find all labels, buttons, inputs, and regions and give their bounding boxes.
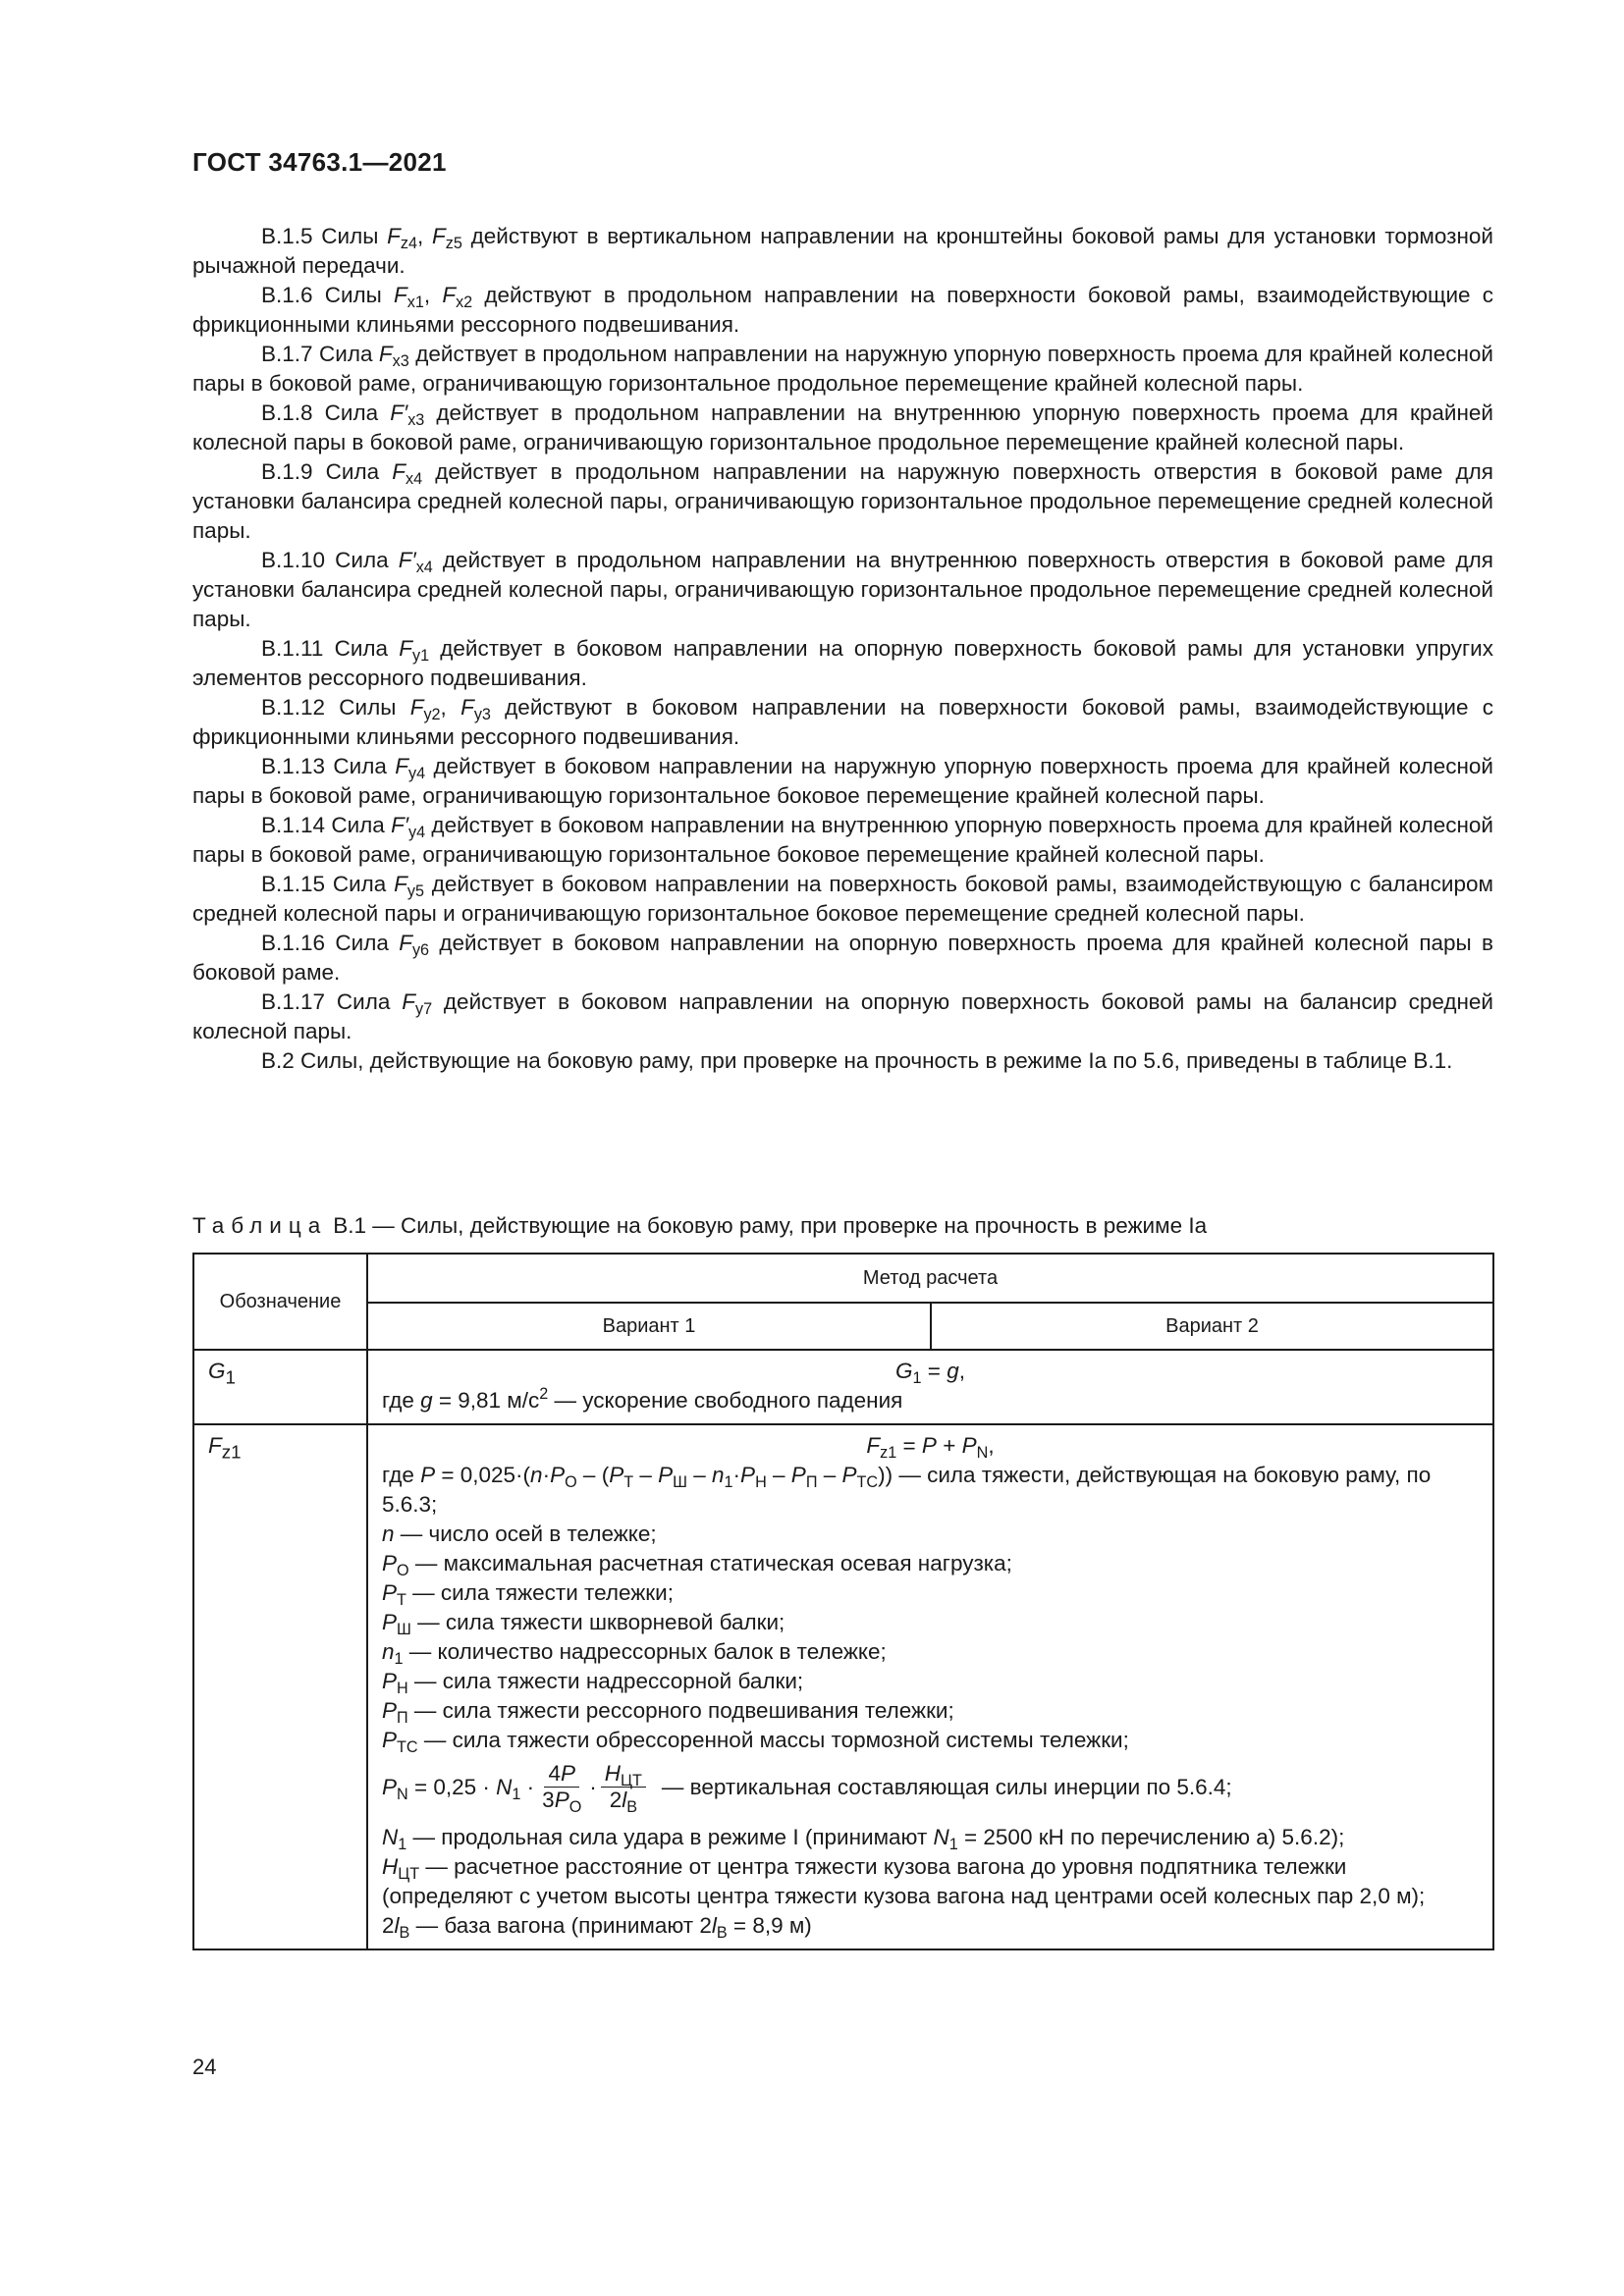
- page-number: 24: [192, 2055, 217, 2079]
- math-variable: F: [866, 1433, 881, 1458]
- header-variant-2: Вариант 2: [931, 1303, 1493, 1350]
- text-run: 4: [548, 1761, 561, 1786]
- math-variable: F: [394, 872, 407, 896]
- subscript: x3: [392, 351, 409, 370]
- text-run: –: [633, 1463, 659, 1487]
- text-run: 2: [609, 1788, 623, 1812]
- paragraph: [192, 399, 1493, 457]
- math-variable: P: [382, 1774, 398, 1799]
- text-run: — сила тяжести надрессорной балки;: [407, 1669, 804, 1693]
- text-run: — расчетное расстояние от центра тяжести кузова вагона до уровня подпятника тележки (определяют с учетом высоты центра тяжести кузова вагона над центрами осей колесных пар 2,0 м);: [382, 1854, 1426, 1908]
- text-run: = 2500 кН по перечислению а) 5.6.2);: [957, 1825, 1345, 1849]
- math-variable: H: [382, 1854, 399, 1879]
- paragraph: [192, 281, 1493, 340]
- math-variable: F: [387, 224, 401, 248]
- subscript: 1: [724, 1472, 733, 1491]
- fraction-numerator: [601, 1761, 646, 1788]
- math-variable: g: [420, 1388, 433, 1413]
- text-run: ·: [542, 1463, 551, 1487]
- fraction-hct-2lb: [601, 1761, 646, 1816]
- subscript: ТС: [397, 1737, 418, 1756]
- subscript: 1: [225, 1366, 236, 1388]
- subscript: В: [626, 1797, 638, 1816]
- text-run: действует в продольном направлении на наружную упорную поверхность проема для крайней колесной пары в боковой раме, ограничивающую горизонтальное продольное перемещение крайней колесной пары.: [192, 342, 1493, 396]
- text-run: ,: [988, 1433, 995, 1458]
- subscript: П: [397, 1708, 408, 1727]
- definition-line: [382, 1852, 1479, 1911]
- paragraph: [192, 340, 1493, 399]
- math-variable: P: [841, 1463, 857, 1487]
- math-variable: F: [442, 283, 457, 307]
- math-variable: G: [208, 1359, 226, 1383]
- text-run: В.1.9 Сила: [261, 459, 393, 484]
- subscript: 1: [512, 1785, 521, 1803]
- subscript: y4: [408, 823, 426, 841]
- subscript: ЦТ: [621, 1771, 642, 1789]
- math-variable: F: [399, 636, 412, 661]
- math-variable: n: [712, 1463, 725, 1487]
- text-run: В.1.7 Сила: [261, 342, 379, 366]
- subscript: y7: [414, 999, 433, 1018]
- fraction-numerator: [544, 1761, 579, 1788]
- math-variable: n: [382, 1522, 395, 1546]
- text-run: — база вагона (принимают 2: [409, 1913, 712, 1938]
- subscript: 1: [948, 1835, 958, 1853]
- text-run: — число осей в тележке;: [394, 1522, 657, 1546]
- math-variable: H: [604, 1761, 622, 1786]
- math-variable: F: [399, 931, 412, 955]
- text-run: — сила тяжести обрессоренной массы тормозной системы тележки;: [417, 1728, 1129, 1752]
- text-run: = 0,025·(: [435, 1463, 531, 1487]
- math-variable: N: [496, 1774, 513, 1799]
- math-variable: l: [394, 1913, 400, 1938]
- subscript: x2: [456, 293, 473, 311]
- pn-formula: [382, 1761, 1479, 1816]
- math-variable: P: [921, 1433, 937, 1458]
- text-run: ·: [732, 1463, 741, 1487]
- math-variable: P: [382, 1669, 398, 1693]
- paragraph: [192, 752, 1493, 811]
- forces-table: [192, 1253, 1494, 1950]
- text-run: ,: [440, 695, 461, 720]
- math-variable: F: [208, 1433, 222, 1458]
- math-variable: l: [622, 1788, 627, 1812]
- subscript: N: [976, 1443, 989, 1462]
- text-run: –: [817, 1463, 842, 1487]
- subscript: Т: [397, 1590, 406, 1609]
- header-variant-1: Вариант 1: [367, 1303, 931, 1350]
- math-variable: P: [550, 1463, 566, 1487]
- subscript: Т: [623, 1472, 634, 1491]
- fraction-denominator: [606, 1788, 641, 1816]
- text-run: — сила тяжести тележки;: [406, 1580, 674, 1605]
- text-run: )) — сила тяжести, действующая на боковую раму, по 5.6.3;: [382, 1463, 1432, 1517]
- text-run: где: [382, 1388, 421, 1413]
- definition-line: [382, 1823, 1479, 1852]
- text-run: 2: [382, 1913, 395, 1938]
- subscript: 1: [912, 1368, 922, 1387]
- subscript: Н: [755, 1472, 767, 1491]
- pn-formula-lhs: [382, 1773, 534, 1802]
- math-variable: n: [530, 1463, 543, 1487]
- text-run: В.1.14 Сила: [261, 813, 392, 837]
- definition-line: [382, 1461, 1479, 1520]
- subscript: y4: [408, 764, 426, 782]
- definition-line: [382, 1726, 1479, 1755]
- subscript: ТС: [856, 1472, 879, 1491]
- subscript: x4: [415, 558, 433, 576]
- header-designation: Обозначение: [193, 1254, 367, 1350]
- text-run: В.1.12 Силы: [261, 695, 410, 720]
- text-run: –: [766, 1463, 791, 1487]
- formula-line: [382, 1431, 1479, 1461]
- subscript: x4: [405, 469, 423, 488]
- subscript: y1: [411, 646, 430, 665]
- subscript: y3: [473, 705, 491, 723]
- text-run: ,: [958, 1359, 965, 1383]
- fraction-denominator: [538, 1788, 585, 1816]
- text-run: +: [936, 1433, 962, 1458]
- math-variable: P: [740, 1463, 756, 1487]
- text-run: действует в боковом направлении на поверхность боковой рамы, взаимодействующую с балансиром средней колесной пары и ограничивающую горизонтальное боковое перемещение средней колесной пары.: [192, 872, 1493, 926]
- text-run: — продольная сила удара в режиме I (принимают: [406, 1825, 934, 1849]
- math-variable: F: [378, 342, 393, 366]
- superscript: 2: [539, 1385, 549, 1404]
- math-variable: F: [392, 459, 406, 484]
- math-variable: P: [790, 1463, 806, 1487]
- text-run: =: [896, 1433, 922, 1458]
- subscript: О: [397, 1561, 409, 1579]
- math-variable: P: [382, 1698, 398, 1723]
- text-run: действует в продольном направлении на наружную поверхность отверстия в боковой раме для установки балансира средней колесной пары, ограничивающую горизонтальное продольное перемещение средней колесной пары.: [192, 459, 1493, 543]
- math-variable: P: [560, 1761, 575, 1786]
- text-run: действует в продольном направлении на внутреннюю упорную поверхность проема для крайней колесной пары в боковой раме, ограничивающую горизонтальное продольное перемещение крайней колесной пары.: [192, 400, 1493, 454]
- text-run: действует в продольном направлении на внутреннюю поверхность отверстия в боковой раме для установки балансира средней колесной пары, ограничивающую горизонтальное продольное перемещение средней колесной пары.: [192, 548, 1493, 631]
- subscript: y6: [411, 940, 430, 959]
- definition-line: [382, 1696, 1479, 1726]
- text-run: В.1.15 Сила: [261, 872, 395, 896]
- math-variable: P: [382, 1728, 398, 1752]
- math-variable: F: [409, 695, 424, 720]
- text-run: — сила тяжести шкворневой балки;: [410, 1610, 785, 1634]
- text-run: = 0,25 ·: [407, 1774, 497, 1799]
- text-run: ,: [423, 283, 443, 307]
- text-run: В.2 Силы, действующие на боковую раму, при проверке на прочность в режиме Ia по 5.6, приведены в таблице В.1.: [261, 1048, 1453, 1073]
- math-variable: n: [382, 1639, 395, 1664]
- paragraph: [192, 988, 1493, 1046]
- subscript: y2: [423, 705, 441, 723]
- paragraph: [192, 222, 1493, 281]
- formula-line: [382, 1357, 1479, 1386]
- table-caption-text: В.1 — Силы, действующие на боковую раму, при проверке на прочность в режиме Ia: [333, 1213, 1208, 1238]
- table-row: [193, 1424, 1493, 1949]
- text-run: действует в боковом направлении на опорную поверхность проема для крайней колесной пары в боковой раме.: [192, 931, 1494, 985]
- text-run: — сила тяжести рессорного подвешивания тележки;: [407, 1698, 954, 1723]
- subscript: Ш: [673, 1472, 687, 1491]
- table-caption: [192, 1213, 1207, 1239]
- math-variable: P: [420, 1463, 436, 1487]
- body-text: [192, 222, 1493, 1076]
- math-variable: N: [382, 1825, 399, 1849]
- paragraph: [192, 1046, 1493, 1076]
- text-run: действует в боковом направлении на опорную поверхность боковой рамы на балансир средней колесной пары.: [192, 989, 1493, 1043]
- text-run: — количество надрессорных балок в тележке;: [403, 1639, 887, 1664]
- text-run: ,: [417, 224, 433, 248]
- math-variable: F′: [398, 548, 416, 572]
- subscript: 1: [394, 1649, 404, 1668]
- text-run: В.1.5 Силы: [261, 224, 388, 248]
- header-method: Метод расчета: [367, 1254, 1493, 1303]
- text-run: В.1.16 Сила: [261, 931, 400, 955]
- multiply-dot: ·: [589, 1774, 597, 1799]
- subscript: О: [568, 1797, 582, 1816]
- subscript: О: [565, 1472, 577, 1491]
- text-run: = 8,9 м): [727, 1913, 812, 1938]
- math-variable: G: [895, 1359, 913, 1383]
- subscript: В: [399, 1923, 410, 1942]
- definition-line: [382, 1386, 1479, 1415]
- text-run: — ускорение свободного падения: [548, 1388, 903, 1413]
- definition-line: [382, 1667, 1479, 1696]
- subscript: П: [805, 1472, 818, 1491]
- text-run: — максимальная расчетная статическая осевая нагрузка;: [408, 1551, 1012, 1575]
- row-content-fz1: [367, 1424, 1493, 1949]
- definition-line: [382, 1637, 1479, 1667]
- subscript: Н: [397, 1679, 408, 1697]
- text-run: В.1.17 Сила: [261, 989, 403, 1014]
- row-symbol-g1: [193, 1350, 367, 1424]
- text-run: В.1.6 Силы: [261, 283, 395, 307]
- subscript: Ш: [397, 1620, 411, 1638]
- math-variable: P: [382, 1610, 398, 1634]
- definition-line: [382, 1911, 1479, 1941]
- text-run: –: [686, 1463, 713, 1487]
- subscript: y5: [406, 881, 424, 900]
- text-run: 3: [542, 1788, 555, 1812]
- fz1-definitions: [382, 1431, 1479, 1755]
- pn-formula-description: — вертикальная составляющая силы инерции по 5.6.4;: [661, 1774, 1232, 1799]
- text-run: где: [382, 1463, 421, 1487]
- math-variable: P: [382, 1551, 398, 1575]
- text-run: действуют в боковом направлении на поверхности боковой рамы, взаимодействующие с фрикционными клиньями рессорного подвешивания.: [192, 695, 1493, 749]
- math-variable: F: [402, 989, 415, 1014]
- fraction-4p-3po: [538, 1761, 585, 1816]
- text-run: действуют в продольном направлении на поверхности боковой рамы, взаимодействующие с фрикционными клиньями рессорного подвешивания.: [192, 283, 1493, 337]
- row-content-g1: [367, 1350, 1493, 1424]
- text-run: = 9,81 м/с: [432, 1388, 540, 1413]
- document-header: ГОСТ 34763.1—2021: [192, 147, 447, 177]
- definition-line: [382, 1549, 1479, 1578]
- text-run: действуют в вертикальном направлении на кронштейны боковой рамы для установки тормозной рычажной передачи.: [192, 224, 1493, 278]
- subscript: В: [716, 1923, 728, 1942]
- definition-line: [382, 1578, 1479, 1608]
- row-symbol-fz1: [193, 1424, 367, 1949]
- math-variable: P: [382, 1580, 398, 1605]
- math-variable: F′: [391, 813, 409, 837]
- math-variable: l: [711, 1913, 717, 1938]
- text-run: действует в боковом направлении на внутреннюю упорную поверхность проема для крайней колесной пары в боковой раме, ограничивающую горизонтальное боковое перемещение крайней колесной пары.: [192, 813, 1493, 867]
- table-row: [193, 1350, 1493, 1424]
- math-variable: F: [394, 283, 407, 307]
- math-variable: g: [947, 1359, 959, 1383]
- text-run: В.1.8 Сила: [261, 400, 391, 425]
- math-variable: F: [395, 754, 409, 778]
- text-run: – (: [576, 1463, 610, 1487]
- fz1-definitions-continued: [382, 1823, 1479, 1941]
- paragraph: [192, 546, 1493, 634]
- subscript: N: [397, 1785, 408, 1803]
- table-caption-prefix: Таблица: [192, 1213, 328, 1238]
- text-run: В.1.11 Сила: [261, 636, 400, 661]
- math-variable: F′: [390, 400, 408, 425]
- subscript: ЦТ: [398, 1864, 420, 1883]
- subscript: x3: [407, 410, 425, 429]
- text-run: В.1.13 Сила: [261, 754, 396, 778]
- paragraph: [192, 811, 1493, 870]
- definition-line: [382, 1520, 1479, 1549]
- paragraph: [192, 870, 1493, 929]
- paragraph: [192, 457, 1493, 546]
- subscript: z1: [880, 1443, 897, 1462]
- text-run: действует в боковом направлении на наружную упорную поверхность проема для крайней колесной пары в боковой раме, ограничивающую горизонтальное боковое перемещение крайней колесной пары.: [192, 754, 1493, 808]
- paragraph: [192, 634, 1493, 693]
- text-run: В.1.10 Сила: [261, 548, 399, 572]
- math-variable: P: [961, 1433, 977, 1458]
- math-variable: N: [933, 1825, 949, 1849]
- subscript: z4: [400, 234, 418, 252]
- paragraph: [192, 929, 1493, 988]
- math-variable: F: [432, 224, 446, 248]
- paragraph: [192, 693, 1493, 752]
- subscript: 1: [398, 1835, 407, 1853]
- text-run: действует в боковом направлении на опорную поверхность боковой рамы для установки упругих элементов рессорного подвешивания.: [192, 636, 1493, 690]
- subscript: z1: [221, 1441, 242, 1463]
- text-run: ·: [520, 1774, 535, 1799]
- subscript: x1: [406, 293, 424, 311]
- subscript: z5: [445, 234, 462, 252]
- definition-line: [382, 1608, 1479, 1637]
- math-variable: P: [554, 1788, 569, 1812]
- math-variable: F: [460, 695, 474, 720]
- text-run: =: [921, 1359, 947, 1383]
- math-variable: P: [658, 1463, 674, 1487]
- math-variable: P: [609, 1463, 624, 1487]
